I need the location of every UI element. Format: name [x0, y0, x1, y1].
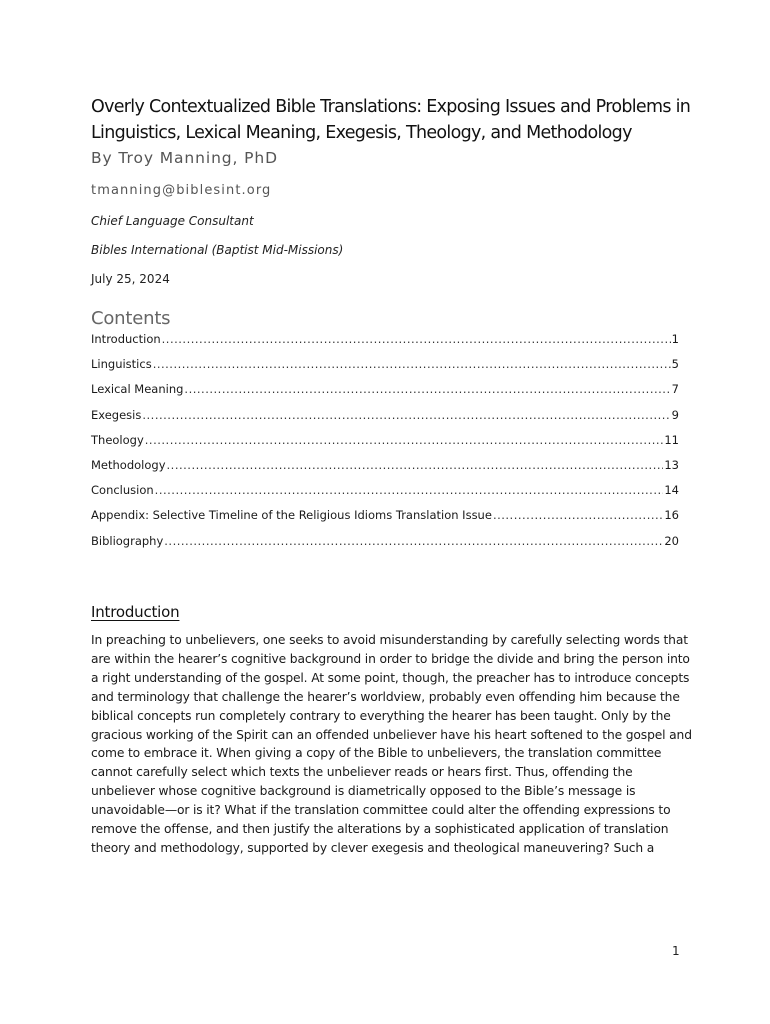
toc-entry-label: Conclusion	[91, 483, 154, 498]
toc-leader-dots	[153, 357, 671, 371]
toc-entry-label: Methodology	[91, 457, 166, 472]
toc-entry-exegesis[interactable]	[91, 408, 679, 433]
toc-entry-label: Theology	[91, 432, 144, 447]
author-byline: By Troy Manning, PhD	[91, 149, 278, 167]
toc-entry-linguistics[interactable]	[91, 357, 679, 382]
author-role: Chief Language Consultant	[91, 214, 254, 228]
toc-entry-label: Introduction	[91, 332, 161, 346]
toc-entry-page: 5	[671, 357, 679, 372]
paragraph-line: come to embrace it. When giving a copy of the Bible to unbelievers, the translation committee	[91, 746, 662, 761]
toc-entry-conclusion[interactable]	[91, 483, 679, 508]
toc-entry-page: 16	[664, 508, 679, 523]
toc-entry-lexical-meaning[interactable]	[91, 382, 679, 407]
toc-entry-label: Lexical Meaning	[91, 382, 184, 397]
paragraph-line: cannot carefully select which texts the unbeliever reads or hears first. Thus, offending the	[91, 765, 633, 780]
table-of-contents	[91, 332, 679, 559]
toc-entry-label: Bibliography	[91, 533, 164, 548]
toc-entry-page: 20	[664, 533, 679, 548]
toc-entry-theology[interactable]	[91, 433, 679, 458]
toc-entry-page: 13	[664, 457, 679, 472]
toc-entry-page: 14	[664, 483, 679, 498]
toc-leader-dots	[493, 508, 663, 522]
page-number: 1	[672, 944, 680, 958]
toc-entry-label: Exegesis	[91, 407, 142, 422]
paragraph-line: biblical concepts run completely contrary to everything the hearer has been taught. Only by the	[91, 708, 671, 723]
author-email[interactable]: tmanning@biblesint.org	[91, 183, 272, 198]
introduction-paragraph	[91, 631, 692, 858]
paragraph-line: theory and methodology, supported by clever exegesis and theological maneuvering? Such a	[91, 840, 655, 855]
document-title: Overly Contextualized Bible Translations: Exposing Issues and Problems in Linguistics, Lexical Meaning, Exegesis, Theology, and Methodology	[91, 97, 691, 143]
toc-entry-page: 7	[671, 382, 679, 397]
paragraph-line: In preaching to unbelievers, one seeks to avoid misunderstanding by carefully selecting words that	[91, 633, 688, 647]
toc-leader-dots	[164, 534, 663, 548]
toc-entry-page: 1	[671, 332, 679, 346]
contents-heading: Contents	[91, 308, 171, 329]
toc-leader-dots	[155, 483, 664, 497]
toc-entry-bibliography[interactable]	[91, 534, 679, 559]
toc-leader-dots	[162, 332, 671, 346]
paragraph-line: gracious working of the Spirit can an offended unbeliever have his heart softened to the gospel and	[91, 727, 692, 742]
toc-entry-page: 11	[664, 432, 679, 447]
toc-entry-introduction[interactable]	[91, 332, 679, 357]
toc-entry-methodology[interactable]	[91, 458, 679, 483]
toc-leader-dots	[184, 382, 670, 396]
paragraph-line: unavoidable—or is it? What if the translation committee could alter the offending expressions to	[91, 803, 671, 818]
paragraph-line: a right understanding of the gospel. At some point, though, the preacher has to introduce concepts	[91, 670, 690, 685]
toc-leader-dots	[145, 433, 664, 447]
toc-entry-page: 9	[671, 407, 679, 422]
document-date: July 25, 2024	[91, 272, 170, 286]
paragraph-line: are within the hearer’s cognitive background in order to bridge the divide and bring the person into	[91, 651, 690, 666]
toc-entry-label: Linguistics	[91, 357, 152, 372]
toc-leader-dots	[167, 458, 664, 472]
toc-leader-dots	[142, 408, 670, 422]
paragraph-line: and terminology that challenge the hearer’s worldview, probably even offending him because the	[91, 689, 680, 704]
paragraph-line: unbeliever whose cognitive background is diametrically opposed to the Bible’s message is	[91, 784, 636, 799]
paragraph-line: remove the offense, and then justify the alterations by a sophisticated application of translation	[91, 822, 669, 837]
introduction-heading: Introduction	[91, 603, 180, 621]
author-organization: Bibles International (Baptist Mid-Missions)	[91, 243, 344, 257]
toc-entry-appendix[interactable]	[91, 508, 679, 533]
toc-entry-label: Appendix: Selective Timeline of the Religious Idioms Translation Issue	[91, 508, 492, 523]
